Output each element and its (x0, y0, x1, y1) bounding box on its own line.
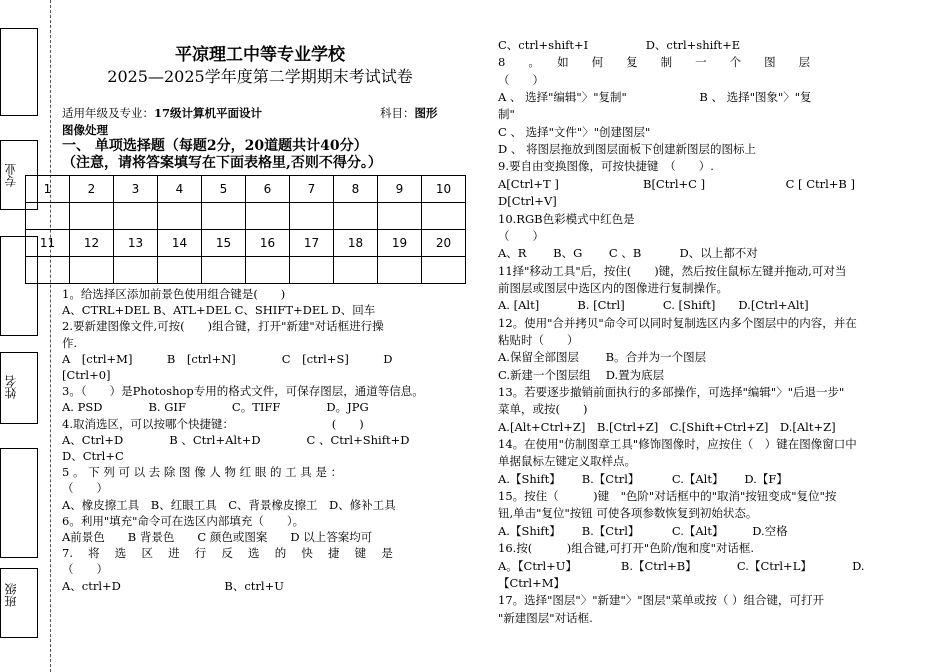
question-line: 2.要新建图像文件,可按( )组合键，打开"新建"对话框进行操 (62, 319, 384, 334)
answer-blank-cell[interactable] (70, 257, 114, 284)
question-line: 【Ctrl+M】 (498, 575, 566, 590)
answer-number-cell: 16 (246, 230, 290, 257)
answer-number-cell: 18 (334, 230, 378, 257)
question-line: C 、 选择"文件"〉"创建图层" (498, 124, 651, 139)
answer-blank-cell[interactable] (114, 257, 158, 284)
question-line: A、ctrl+D B、ctrl+U (62, 578, 284, 593)
answer-number-cell: 10 (422, 176, 466, 203)
question-line: 11择"移动工具"后，按住( )键，然后按住鼠标左键并拖动,可对当 (498, 263, 847, 278)
section-title: 一、 单项选择题（每题2分，20道题共计40分） (62, 138, 368, 154)
grade-prefix: 适用年级及专业： (62, 106, 154, 120)
answer-blank-cell[interactable] (422, 203, 466, 230)
answer-number-cell: 11 (26, 230, 70, 257)
answer-number-cell: 1 (26, 176, 70, 203)
question-line: （ ） (498, 228, 544, 243)
margin-label-class: 班级 (4, 583, 18, 607)
answer-blank-cell[interactable] (70, 203, 114, 230)
answer-table (25, 175, 466, 284)
answer-blank-cell[interactable] (202, 203, 246, 230)
question-line: D[Ctrl+V] (498, 194, 557, 209)
answer-header-row-1 (26, 176, 466, 203)
subject-value: 图形 (414, 106, 438, 120)
grade-value: 17级计算机平面设计 (154, 106, 263, 120)
answer-blank-cell[interactable] (290, 257, 334, 284)
question-line: [Ctrl+0] (62, 368, 111, 382)
question-line: A.[Alt+Ctrl+Z] B.[Ctrl+Z] C.[Shift+Ctrl+Z] D.[Alt+Z] (498, 419, 836, 434)
question-line: 菜单，或按( ) (498, 402, 588, 417)
answer-number-cell: 14 (158, 230, 202, 257)
grade-line (62, 106, 262, 120)
answer-blank-cell[interactable] (334, 203, 378, 230)
margin-label-major: 专业 (4, 163, 18, 187)
answer-blank-cell[interactable] (378, 257, 422, 284)
question-line: 4.取消选区，可以按哪个快捷键： ( ) (62, 416, 364, 431)
subject-line (380, 106, 438, 120)
answer-number-cell: 4 (158, 176, 202, 203)
answer-blank-cell[interactable] (246, 203, 290, 230)
answer-number-cell: 3 (114, 176, 158, 203)
question-line: （ ） (62, 481, 108, 496)
question-line: 7. 将 选 区 进 行 反 选 的 快 捷 键 是 (62, 546, 393, 561)
answer-blank-cell[interactable] (290, 203, 334, 230)
margin-box-5 (0, 448, 38, 558)
question-line: A、Ctrl+D B 、Ctrl+Alt+D C 、Ctrl+Shift+D (62, 432, 410, 447)
answer-blank-cell[interactable] (26, 257, 70, 284)
question-line: C.新建一个图层组 D.置为底层 (498, 367, 665, 382)
question-line: A[Ctrl+T ] B[Ctrl+C ] C [ Ctrl+B ] (498, 176, 856, 191)
answer-blank-cell[interactable] (334, 257, 378, 284)
question-line: 6。利用"填充"命令可在选区内部填充（ ）。 (62, 513, 305, 528)
question-line: D、Ctrl+C (62, 449, 124, 463)
answer-number-cell: 6 (246, 176, 290, 203)
question-line: （ ） (62, 562, 108, 577)
question-line: （ ） (498, 72, 544, 87)
answer-blank-cell[interactable] (422, 257, 466, 284)
section-note: （注意，请将答案填写在下面表格里,否则不得分。） (62, 155, 382, 171)
answer-blank-cell[interactable] (114, 203, 158, 230)
question-line: 粘贴时（ ） (498, 332, 579, 347)
question-line: 3。（ ）是Photoshop专用的格式文件，可保存图层，通道等信息。 (62, 384, 424, 399)
answer-number-cell: 15 (202, 230, 246, 257)
question-line: A、R B、G C 、B D、以上都不对 (498, 246, 758, 261)
question-line: 1。给选择区添加前景色使用组合键是( ) (62, 287, 286, 301)
question-line: 10.RGB色彩模式中红色是 (498, 211, 635, 226)
answer-blank-cell[interactable] (378, 203, 422, 230)
school-title: 平凉理工中等专业学校 (175, 45, 345, 65)
question-line: A. PSD B. GIF C。TIFF D。JPG (62, 400, 369, 415)
answer-number-cell: 7 (290, 176, 334, 203)
question-line: A.【Shift】 B.【Ctrl】 C.【Alt】 D.【F】 (498, 471, 788, 486)
answer-blank-row-2 (26, 257, 466, 284)
margin-box-1 (0, 28, 38, 116)
answer-number-cell: 20 (422, 230, 466, 257)
question-line: 8 。 如 何 复 制 一 个 图 层 (498, 55, 811, 70)
answer-blank-cell[interactable] (158, 257, 202, 284)
question-line: 作. (62, 335, 78, 350)
answer-number-cell: 5 (202, 176, 246, 203)
question-line: A. [Alt] B. [Ctrl] C. [Shift] D.[Ctrl+Alt] (498, 298, 809, 313)
question-line: 13。若要逐步撤销前面执行的多部操作，可选择"编辑"〉"后退一步" (498, 385, 845, 399)
margin-box-4 (0, 352, 38, 424)
question-line: 12。使用"合并拷贝"命令可以同时复制选区内多个图层中的内容，并在 (498, 315, 857, 330)
answer-blank-cell[interactable] (26, 203, 70, 230)
answer-blank-cell[interactable] (158, 203, 202, 230)
margin-label-name: 姓名 (4, 375, 18, 399)
answer-number-cell: 17 (290, 230, 334, 257)
question-line: 单据鼠标左键定义取样点。 (498, 454, 636, 469)
question-line: D 、 将图层拖放到图层面板下创建新图层的图标上 (498, 142, 757, 157)
question-line: 5 。 下 列 可 以 去 除 图 像 人 物 红 眼 的 工 具 是 ： (62, 465, 343, 480)
answer-blank-cell[interactable] (202, 257, 246, 284)
question-line: C、ctrl+shift+I D、ctrl+shift+E (498, 38, 741, 52)
question-line: 16.按( )组合键,可打开"色阶/饱和度"对话框. (498, 541, 755, 556)
question-line: A、CTRL+DEL B、ATL+DEL C、SHIFT+DEL D、回车 (62, 303, 376, 318)
question-line: A、橡皮擦工具 B、红眼工具 C、背景橡皮擦工 D、修补工具 (62, 497, 396, 512)
subject-prefix: 科目： (380, 106, 415, 120)
question-line: 9.要自由变换图像，可按快捷键 （ ）. (498, 159, 714, 174)
question-line: A [ctrl+M] B [ctrl+N] C [ctrl+S] D (62, 351, 393, 366)
question-line: A.保留全部图层 B。合并为一个图层 (498, 350, 707, 365)
question-line: "新建图层"对话框. (498, 610, 593, 625)
question-line: A。【Ctrl+U】 B.【Ctrl+B】 C.【Ctrl+L】 D. (498, 558, 865, 573)
question-line: 制" (498, 107, 515, 122)
question-line: 钮,单击"复位"按钮 可使各项参数恢复到初始状态。 (498, 506, 758, 521)
answer-header-row-2 (26, 230, 466, 257)
binding-dashed-line (50, 0, 51, 672)
answer-blank-cell[interactable] (246, 257, 290, 284)
exam-title: 2025—2025学年度第二学期期末考试试卷 (107, 67, 413, 86)
question-line: A 、 选择"编辑"〉"复制" B 、 选择"图象"〉"复 (498, 90, 812, 105)
answer-number-cell: 8 (334, 176, 378, 203)
subject-value-cont: 图像处理 (62, 123, 108, 137)
answer-number-cell: 2 (70, 176, 114, 203)
answer-number-cell: 9 (378, 176, 422, 203)
answer-number-cell: 13 (114, 230, 158, 257)
question-line: 前图层或图层中选区内的图像进行复制操作。 (498, 280, 728, 295)
question-line: 15。按住（ )键 "色阶"对话框中的"取消"按钮变成"复位"按 (498, 489, 837, 504)
answer-number-cell: 19 (378, 230, 422, 257)
answer-blank-row-1 (26, 203, 466, 230)
question-line: A前景色 B 背景色 C 颜色或图案 D 以上答案均可 (62, 530, 373, 544)
question-line: 17。选择"图层"〉"新建"〉"图层"菜单或按（ ）组合键，可打开 (498, 593, 825, 608)
margin-box-6 (0, 568, 38, 638)
answer-number-cell: 12 (70, 230, 114, 257)
question-line: A.【Shift】 B.【Ctrl】 C.【Alt】 D.空格 (498, 523, 788, 538)
question-line: 14。在使用"仿制图章工具"修饰图像时，应按住（ ）键在图像窗口中 (498, 437, 857, 452)
